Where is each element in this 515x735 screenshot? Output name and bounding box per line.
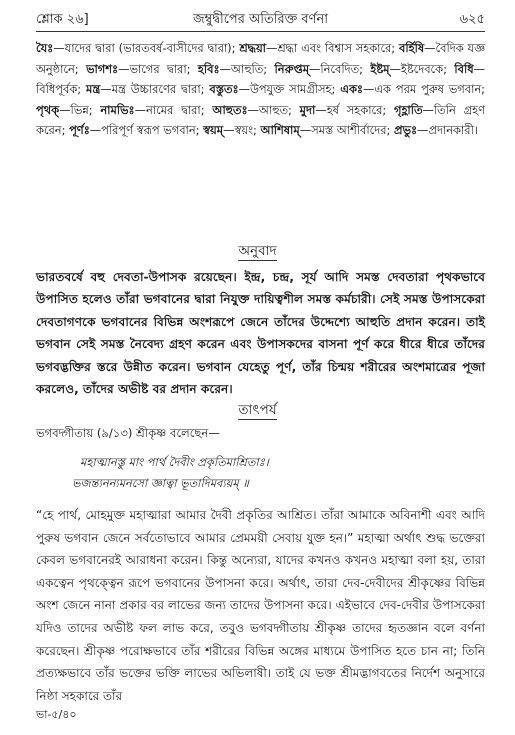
synonym-meaning: —তিনি গ্রহণ করেন; [36, 102, 485, 138]
synonym-meaning: —প্রদানকারী। [417, 123, 478, 138]
chapter-title: জম্বুদ্বীপের অতিরিক্ত বর্ণনা [192, 12, 329, 27]
synonym-meaning: —শ্রদ্ধা এবং বিশ্বাস সহকারে; [265, 41, 396, 55]
synonym-word: যৈঃ [36, 41, 54, 55]
page-header [36, 10, 485, 32]
synonym-word: ভাগশঃ [86, 61, 119, 76]
synonym-word: আহুতঃ [212, 102, 248, 117]
synonym-meaning: —আহুতি; [219, 61, 268, 76]
synonym-word: হবিঃ [197, 61, 220, 76]
purport-heading [0, 399, 515, 422]
synonym-word: মুদা [299, 102, 316, 117]
synonym-meaning: —ভিন্ন; [59, 102, 93, 117]
page-number: ৬২৫ [459, 12, 485, 27]
synonym-meaning: —আহুত; [247, 102, 292, 117]
synonym-meaning: —পরিপূর্ণ স্বরূপ ভগবান; [89, 123, 200, 138]
synonym-word: আশিষাম্ [260, 123, 300, 138]
verse-number-label: শ্লোক ২৬] [36, 12, 89, 27]
purport-intro: ভগবদ্গীতায় (৯/১৩) শ্রীকৃষ্ণ বলেছেন— [36, 426, 220, 440]
synonym-meaning: —মন্ত্র উচ্চারণের দ্বারা; [100, 82, 205, 97]
synonym-meaning: —যাদের দ্বারা (ভারতবর্ষ-বাসীদের দ্বারা); [53, 41, 236, 55]
synonym-meaning: —ভাগের দ্বারা; [118, 61, 191, 76]
synonym-word: একঃ [340, 82, 363, 97]
word-for-word-synonyms [36, 38, 485, 141]
synonym-meaning: —সমস্ত আশীর্বাদের; [299, 123, 391, 138]
synonym-word: বস্তুতঃ [209, 82, 239, 97]
synonym-word: স্বয়ম্ [203, 123, 224, 138]
synonym-word: প্রভুঃ [393, 123, 418, 138]
synonym-meaning: —নামের দ্বারা; [134, 102, 205, 117]
synonym-word: বিধি [454, 61, 474, 76]
translation-heading [0, 240, 515, 263]
synonym-word: গৃহ্ণাতি [394, 102, 423, 117]
translation-heading-text: অনুবাদ [238, 243, 277, 259]
synonym-meaning: —বৈদিক যজ্ঞ অনুষ্ঠানে; [36, 41, 485, 76]
synonym-meaning: —উপযুক্ত সামগ্রীসহ; [238, 82, 336, 97]
page-footer-signature: ভা-৫/৪০ [36, 708, 77, 721]
synonym-word: পূর্ণঃ [69, 123, 90, 138]
synonym-meaning: —স্বয়ং; [223, 123, 257, 138]
verse-line-2: ভজন্ত্যনন্যমনসো জ্ঞাত্বা ভূতাদিমব্যয়ম্ ॥ [72, 476, 249, 490]
purport-heading-text: তাৎপর্য [238, 402, 277, 418]
synonym-meaning: —ইষ্টদেবকে; [389, 61, 447, 76]
synonym-meaning: —নিবেদিত; [309, 61, 364, 76]
synonym-meaning: —এক পরম পুরুষ ভগবান; [363, 82, 486, 97]
purport-text: “হে পার্থ, মোহমুক্ত মহাত্মারা আমার দৈবী প্রকৃতির আশ্রিত। তাঁরা আমাকে অবিনাশী এবং আদি পুরুষ ভগবান জেনে সর্বতোভাবে আমার প্রেমময়ী সেবায় যুক্ত হন।” মহাত্মা অর্থাৎ শুদ্ধ ভক্তেরা কেবল ভগবানেরই আরাধনা করেন। কিন্তু অন্যেরা, যাদের কখনও কখনও মহাত্মা বলা হয়, তারা একত্বেন পৃথক্ত্বেন রূপে ভগবানের উপাসনা করে। অর্থাৎ, তারা দেব-দেবীদের শ্রীকৃষ্ণের বিভিন্ন অংশ জেনে নানা প্রকার বর লাভের জন্য তাদের উপাসনা করে। এইভাবে দেব-দেবীর উপাসকেরা যদিও তাদের অভীষ্ট ফল লাভ করে, তবুও ভগবদ্গীতায় শ্রীকৃষ্ণ তাদের হৃতজ্ঞান বলে বর্ণনা করেছেন। শ্রীকৃষ্ণ পরোক্ষভাবে তাঁর শরীরের বিভিন্ন অঙ্গের মাধ্যমে উপাসিত হতে চান না; তিনি প্রত্যক্ষভাবে তাঁর ভক্তের ভক্তি লাভের অভিলাষী। তাই যে ভক্ত শ্রীমদ্ভাগবতের নির্দেশ অনুসারে নিষ্ঠা সহকারে তাঁর [36, 508, 485, 703]
synonym-word: নামভিঃ [100, 102, 135, 117]
synonym-word: নিরুপ্তম্ [274, 61, 310, 76]
synonym-word: ইষ্টম্ [370, 61, 390, 76]
synonym-meaning: —বিধিপূর্বক; [36, 61, 485, 97]
header-divider [36, 31, 485, 32]
gita-verse-quote [72, 452, 475, 494]
synonym-meaning: —হর্ষ সহকারে; [315, 102, 387, 117]
synonym-word: বর্হিষি [399, 41, 425, 55]
verse-line-1: মহাত্মানস্তু মাং পার্থ দৈবীং প্রকৃতিমাশ্রিতাঃ। [80, 455, 269, 469]
synonym-word: পৃথক্ [36, 102, 60, 117]
synonym-word: শ্রদ্ধয়া [239, 41, 266, 55]
synonym-word: মন্ত্র [86, 82, 101, 97]
translation-text: ভারতবর্ষে বহু দেবতা-উপাসক রয়েছেন। ইন্দ্র, চন্দ্র, সূর্য আদি সমস্ত দেবতারা পৃথকভাবে উপাসিত হলেও তাঁরা ভগবানের দ্বারা নিযুক্ত দায়িত্বশীল সমস্ত কর্মচারী। সেই সমস্ত উপাসকেরা দেবতাগণকে ভগবানের বিভিন্ন অংশরূপে জেনে তাঁদের উদ্দেশ্যে আহুতি প্রদান করেন। তাই ভগবান সেই সমস্ত নৈবেদ্য গ্রহণ করেন এবং উপাসকদের বাসনা পূর্ণ করে ধীরে ধীরে তাঁদের ভগবদ্ভক্তির স্তরে উন্নীত করেন। ভগবান যেহেতু পূর্ণ, তাঁর চিন্ময় শরীরের অংশমাত্রের পূজা করলেও, তাঁদের অভীষ্ট বর প্রদান করেন। [36, 270, 485, 397]
